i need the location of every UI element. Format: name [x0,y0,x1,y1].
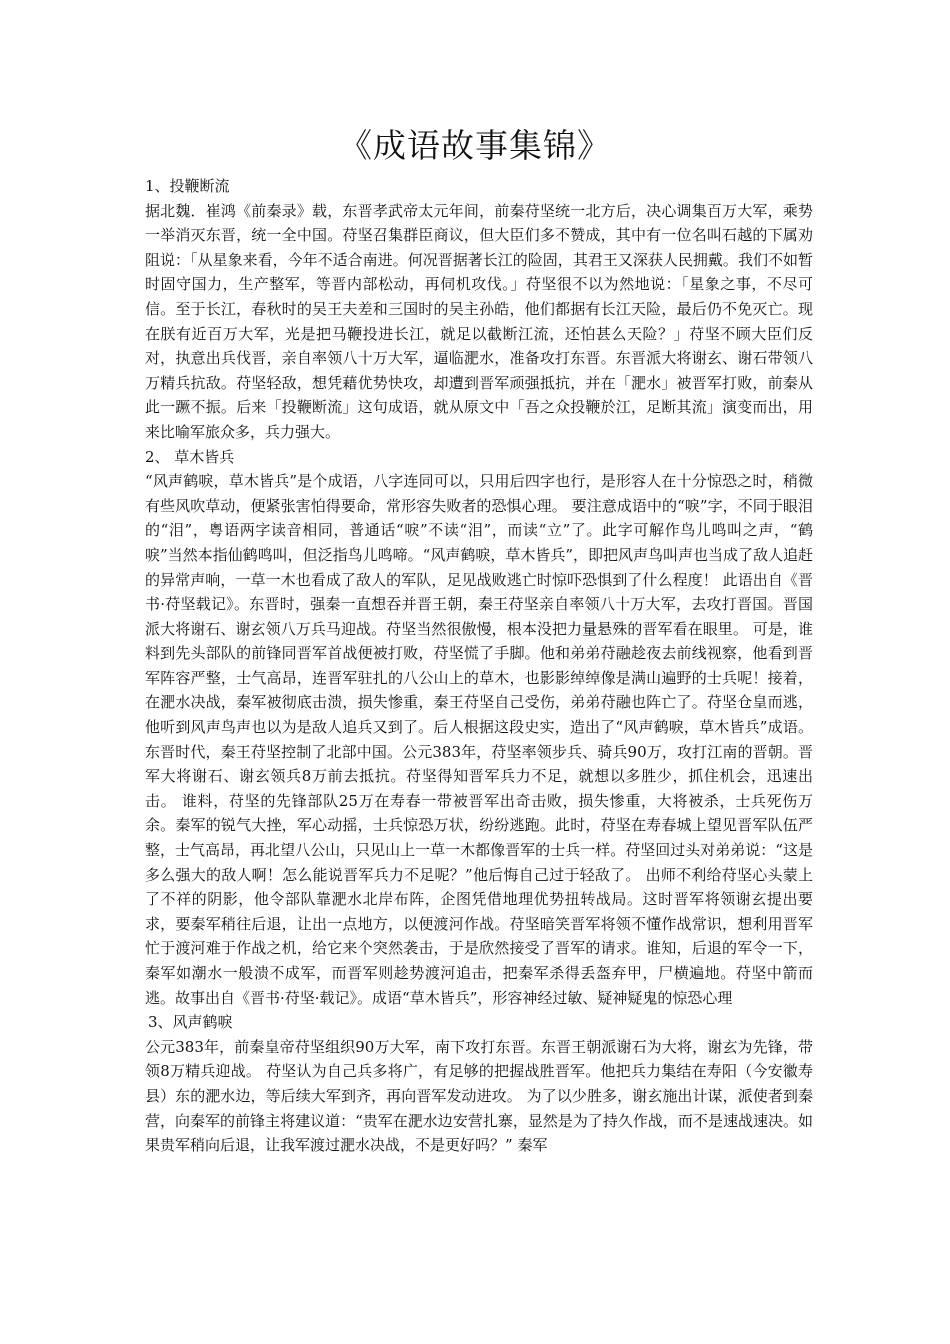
section-heading: 2、 草木皆兵 [145,447,235,466]
section-heading: 3、风声鹤唳 [148,1013,233,1032]
section-3 [145,1010,813,1158]
document-content [145,174,813,1158]
section-paragraph: “风声鹤唳，草木皆兵”是个成语，八字连同可以，只用后四字也行，是形容人在十分惊恐之时，稍微有些风吹草动，便紧张害怕得要命，常形容失败者的恐惧心理。 要注意成语中的“唳”字，不同于眼泪的“泪”，粤语两字读音相同，普通话“唳”不读“泪”，而读“立”了。此字可解作鸟儿鸣叫之声，“鹤唳”当然本指仙鹤鸣叫，但泛指鸟儿鸣啼。“风声鹤唳，草木皆兵”，即把风声鸟叫声也当成了敌人追赶的异常声响，一草一木也看成了敌人的军队，足见战败逃亡时惊吓恐惧到了什么程度！ 此语出自《晋书·苻坚载记》。东晋时，强秦一直想吞并晋王朝，秦王苻坚亲自率领八十万大军，去攻打晋国。晋国派大将谢石、谢玄领八万兵马迎战。苻坚当然很傲慢，根本没把力量悬殊的晋军看在眼里。 可是，谁料到先头部队的前锋同晋军首战便被打败，苻坚慌了手脚。他和弟弟苻融趁夜去前线视察，他看到晋军阵容严整，士气高昂，连晋军驻扎的八公山上的草木，也影影绰绰像是满山遍野的士兵呢！接着，在淝水决战，秦军被彻底击溃，损失惨重，秦王苻坚自己受伤，弟弟苻融也阵亡了。苻坚仓皇而逃，他听到风声鸟声也以为是敌人追兵又到了。后人根据这段史实，造出了“风声鹤唳，草木皆兵”成语。东晋时代，秦王苻坚控制了北部中国。公元383年，苻坚率领步兵、骑兵90万，攻打江南的晋朝。晋军大将谢石、谢玄领兵8万前去抵抗。苻坚得知晋军兵力不足，就想以多胜少，抓住机会，迅速出击。 谁料，苻坚的先锋部队25万在寿春一带被晋军出奇击败，损失惨重，大将被杀，士兵死伤万余。秦军的锐气大挫，军心动摇，士兵惊恐万状，纷纷逃跑。此时，苻坚在寿春城上望见晋军队伍严整，士气高昂，再北望八公山，只见山上一草一木都像晋军的士兵一样。苻坚回过头对弟弟说：“这是多么强大的敌人啊！怎么能说晋军兵力不足呢？”他后悔自己过于轻敌了。 出师不利给苻坚心头蒙上了不祥的阴影，他令部队靠淝水北岸布阵，企图凭借地理优势扭转战局。这时晋军将领谢玄提出要求，要秦军稍往后退，让出一点地方，以便渡河作战。苻坚暗笑晋军将领不懂作战常识，想利用晋军忙于渡河难于作战之机，给它来个突然袭击，于是欣然接受了晋军的请求。谁知，后退的军令一下，秦军如潮水一般溃不成军，而晋军则趁势渡河追击，把秦军杀得丢盔弃甲，尸横遍地。苻坚中箭而逃。故事出自《晋书·苻坚·载记》。成语“草木皆兵”，形容神经过敏、疑神疑鬼的惊恐心理 [145,472,814,1007]
section-2 [145,445,813,1011]
document-title: 《成语故事集锦》 [339,126,611,165]
section-paragraph: 公元383年，前秦皇帝苻坚组织90万大军，南下攻打东晋。东晋王朝派谢石为大将，谢玄为先锋，带领8万精兵迎战。 苻坚认为自己兵多将广，有足够的把握战胜晋军。他把兵力集结在寿阳（今安徽寿县）东的淝水边，等后续大军到齐，再向晋军发动进攻。 为了以少胜多，谢玄施出计谋，派使者到秦营，向秦军的前锋主将建议道：“贵军在淝水边安营扎寨，显然是为了持久作战，而不是速战速决。如果贵军稍向后退，让我军渡过淝水决战，不是更好吗？” 秦军 [145,1037,813,1155]
section-paragraph: 据北魏．崔鸿《前秦录》载，东晋孝武帝太元年间，前秦苻坚统一北方后，决心调集百万大军，乘势一举消灭东晋，统一全中国。苻坚召集群臣商议，但大臣们多不赞成，其中有一位名叫石越的下属劝阻说：「从星象来看，今年不适合南进。何况晋据著长江的险固，其君王又深获人民拥戴。我们不如暂时固守国力，生产整军，等晋内部松动，再伺机攻伐。」苻坚很不以为然地说：「星象之事，不尽可信。至于长江，春秋时的吴王夫差和三国时的吴主孙皓，他们都据有长江天险，最后仍不免灭亡。现在朕有近百万大军，光是把马鞭投进长江，就足以截断江流，还怕甚么天险？」苻坚不顾大臣们反对，执意出兵伐晋，亲自率领八十万大军，逼临淝水，准备攻打东晋。东晋派大将谢玄、谢石带领八万精兵抗敌。苻坚轻敌，想凭藉优势快攻，却遭到晋军顽强抵抗，并在「淝水」被晋军打败，前秦从此一蹶不振。后来「投鞭断流」这句成语，就从原文中「吾之众投鞭於江，足断其流」演变而出，用来比喻军旅众多，兵力强大。 [145,201,813,441]
section-heading: 1、投鞭断流 [145,177,230,195]
section-1 [145,174,813,445]
